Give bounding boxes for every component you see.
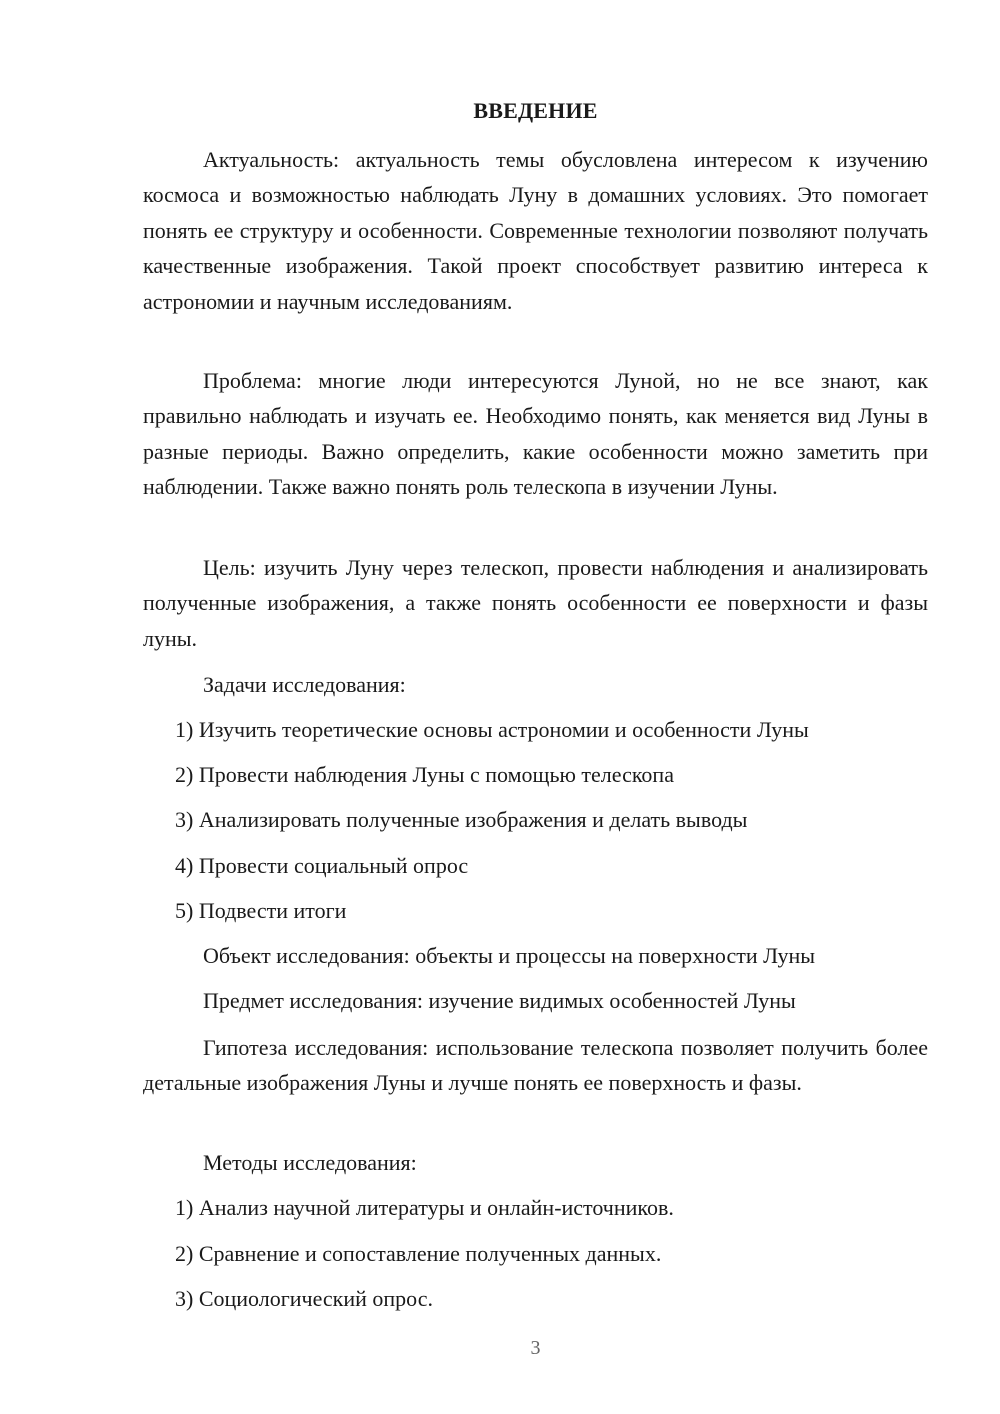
document-page [143, 0, 928, 1414]
tasks-heading: Задачи исследования: [203, 672, 406, 697]
relevance-paragraph: Актуальность: актуальность темы обусловлена интересом к изучению космоса и возможностью наблюдать Луну в домашних условиях. Это помогает понять ее структуру и особенности. Современные технологии позволяют получать качественные изображения. Такой проект способствует развитию интереса к астрономии и научным исследованиям. [143, 147, 928, 314]
goal-paragraph: Цель: изучить Луну через телескоп, провести наблюдения и анализировать полученные изображения, а также понять особенности ее поверхности и фазы луны. [143, 555, 928, 651]
page-title: ВВЕДЕНИЕ [473, 98, 598, 123]
task-item-1: 1) Изучить теоретические основы астрономии и особенности Луны [175, 717, 809, 742]
object-of-research: Объект исследования: объекты и процессы на поверхности Луны [203, 943, 816, 968]
task-item-2: 2) Провести наблюдения Луны с помощью телескопа [175, 762, 674, 787]
task-item-4: 4) Провести социальный опрос [175, 853, 469, 878]
method-item-3: 3) Социологический опрос. [175, 1286, 433, 1311]
subject-of-research: Предмет исследования: изучение видимых особенностей Луны [203, 988, 796, 1013]
task-item-3: 3) Анализировать полученные изображения и делать выводы [175, 807, 748, 832]
method-item-2: 2) Сравнение и сопоставление полученных данных. [175, 1241, 662, 1266]
methods-heading: Методы исследования: [203, 1150, 417, 1175]
hypothesis-paragraph: Гипотеза исследования: использование телескопа позволяет получить более детальные изображения Луны и лучше понять ее поверхность и фазы. [143, 1035, 928, 1096]
problem-paragraph: Проблема: многие люди интересуются Луной, но не все знают, как правильно наблюдать и изучать ее. Необходимо понять, как меняется вид Луны в разные периоды. Важно определить, какие особенности можно заметить при наблюдении. Также важно понять роль телескопа в изучении Луны. [143, 368, 928, 500]
page-number: 3 [530, 1337, 541, 1359]
method-item-1: 1) Анализ научной литературы и онлайн-источников. [175, 1195, 674, 1220]
task-item-5: 5) Подвести итоги [175, 898, 347, 923]
